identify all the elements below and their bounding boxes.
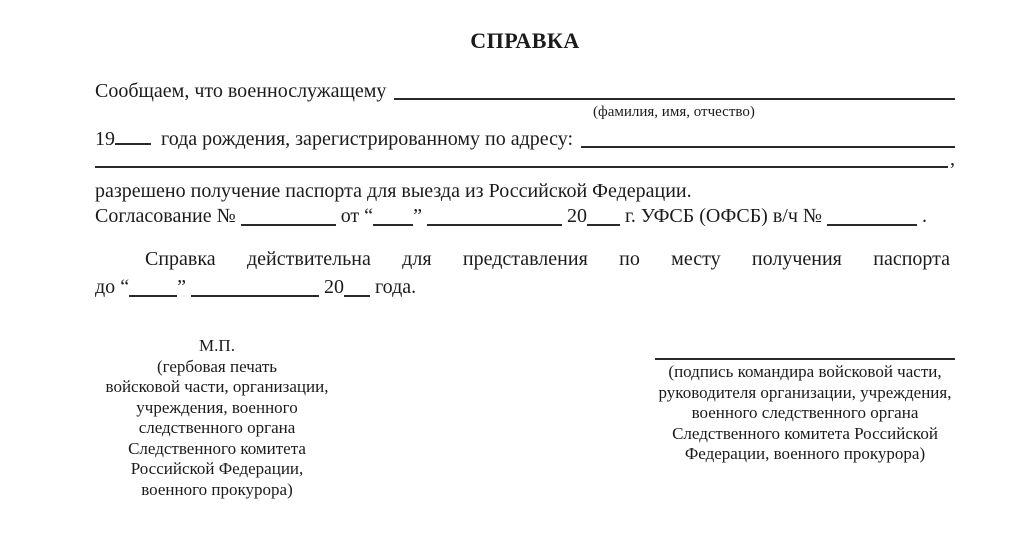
stamp-caption-line: Российской Федерации, [130,459,304,478]
address-label: года рождения, зарегистрированному по адресу: [161,128,574,150]
validity-line-1: Справка действительна для представления по месту получения паспорта [145,248,950,270]
permission-line [95,180,955,203]
approval-unit-label: г. УФСБ (ОФСБ) в/ч № [624,205,822,227]
validity-quote-close: ” [177,276,186,298]
stamp-caption-line: Следственного комитета [128,438,306,458]
stamp-caption [92,357,342,501]
address-comma: , [950,148,955,170]
stamp-caption-line: (гербовая печать [156,356,278,376]
approval-from-label: от [340,205,360,227]
signature-block [655,358,955,465]
validity-day-blank[interactable] [129,295,177,297]
validity-year-suffix: года. [374,276,417,298]
approval-line [95,205,955,228]
approval-year-blank[interactable] [587,224,620,226]
approval-month-blank[interactable] [427,224,562,226]
stamp-mark: М.П. [199,336,235,355]
validity-year-blank[interactable] [344,295,370,297]
validity-year-prefix: 20 [323,276,344,298]
stamp-caption-line: войсковой части, организации, [105,377,329,396]
signature-caption-line: Следственного комитета Российской [672,423,938,443]
validity-until-label: до [95,276,116,298]
approval-day-blank[interactable] [373,224,413,226]
signature-caption-line: Федерации, военного прокурора) [684,444,926,463]
validity-line-2 [95,276,955,299]
validity-quote-open: “ [120,276,130,298]
stamp-caption-line: учреждения, военного [136,397,298,417]
approval-label: Согласование № [95,205,236,227]
address-continuation-line [95,148,955,171]
signature-caption [655,362,955,465]
signature-caption-line: военного следственного органа [691,403,919,422]
approval-unit-number-blank[interactable] [827,224,917,226]
approval-quote-close: ” [413,205,422,227]
approval-year-prefix: 20 [566,205,587,227]
stamp-block [92,336,342,500]
validity-month-blank[interactable] [191,295,319,297]
stamp-caption-line: военного прокурора) [141,479,293,499]
address-continuation-blank[interactable] [95,166,948,168]
fio-caption: (фамилия, имя, отчество) [593,104,755,120]
stamp-caption-line: следственного органа [138,418,296,437]
permission-text: разрешено получение паспорта для выезда из Российской Федерации. [95,180,692,202]
fio-blank-line[interactable] [394,98,955,100]
signature-caption-line: руководителя организации, учреждения, [658,382,952,402]
intro-line [95,80,955,103]
birth-year-blank[interactable] [115,143,151,145]
birth-year-prefix: 19 [95,128,115,150]
signature-caption-line: (подпись командира войсковой части, [668,362,942,381]
approval-number-blank[interactable] [241,224,336,226]
approval-quote-open: “ [364,205,374,227]
certificate-title: СПРАВКА [470,28,580,53]
approval-period: . [921,205,927,227]
intro-text: Сообщаем, что военнослужащему [95,80,387,102]
